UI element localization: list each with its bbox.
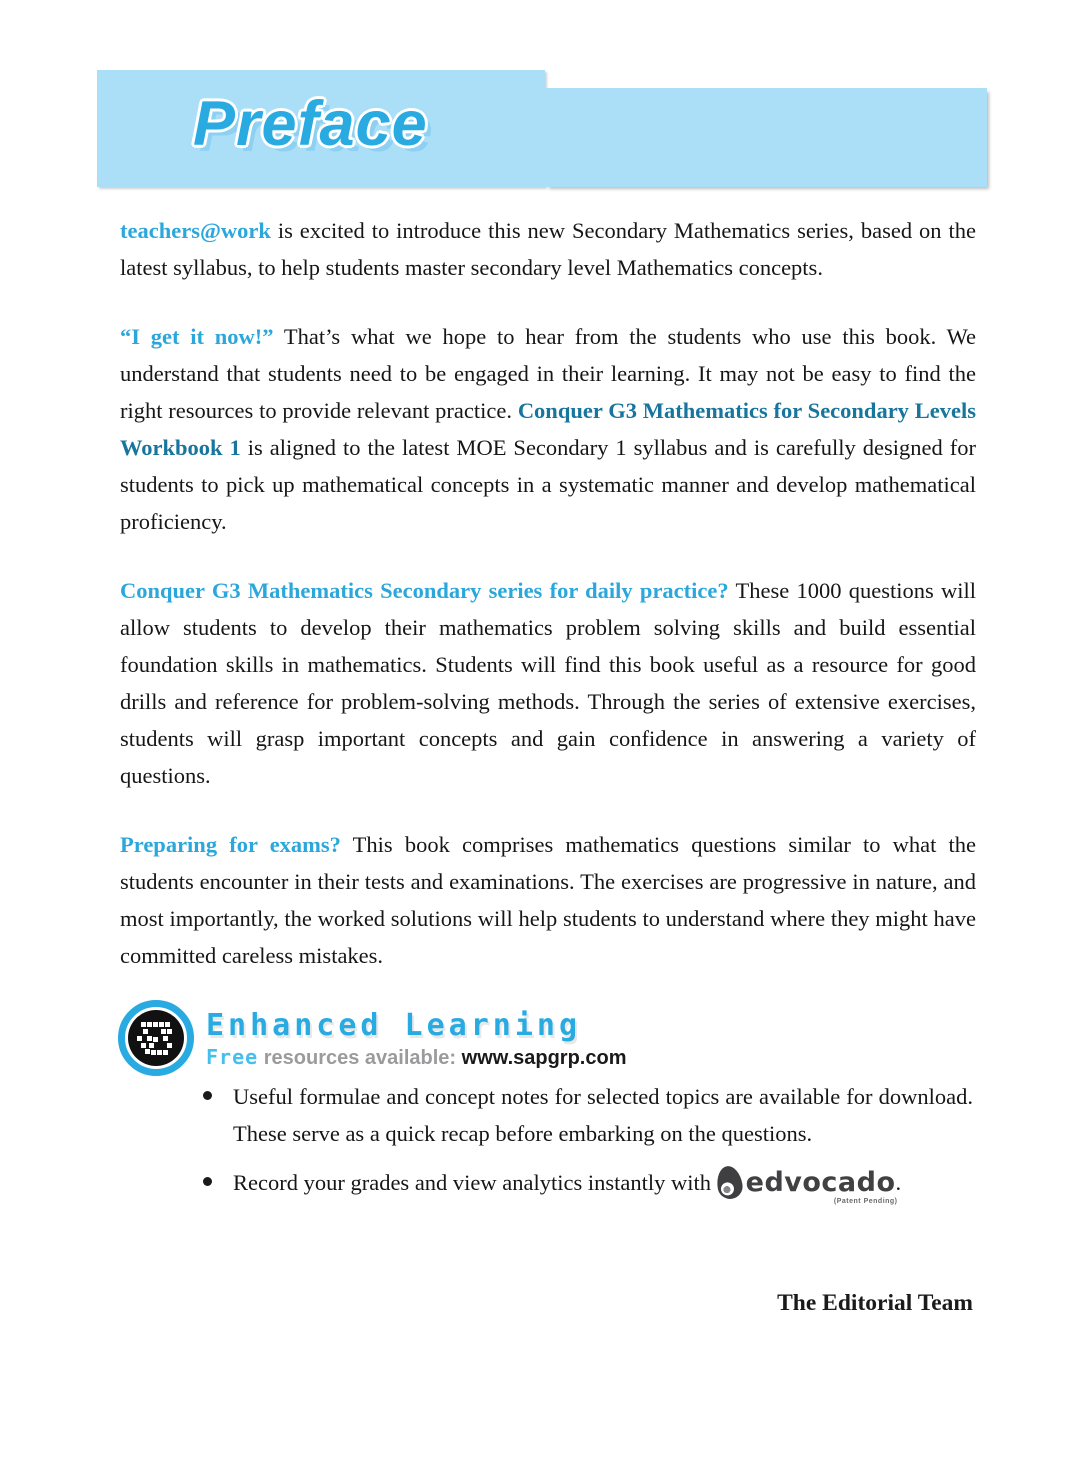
resources-label: resources available:	[263, 1047, 457, 1069]
bullet-dot-icon	[203, 1091, 212, 1100]
paragraph-i-get-it-now	[120, 318, 976, 540]
paragraph-text: That’s what we hope to hear from the students who use this book. We understand that students need to be engaged in their learning. It may not be easy to find the right resources to provide relevant practice.	[120, 324, 977, 423]
paragraph-intro	[120, 212, 976, 286]
enhanced-learning-section	[118, 1000, 626, 1076]
avocado-pit-icon	[720, 1181, 735, 1196]
list-item	[203, 1164, 973, 1205]
highlight-daily-practice: Conquer G3 Mathematics Secondary series for daily practice?	[120, 578, 729, 603]
bullet-text	[233, 1164, 973, 1205]
patent-pending-label: (Patent Pending)	[833, 1198, 898, 1205]
paragraph-text: is excited to introduce this new Secondary Mathematics series, based on the latest syllabus, to help students master secondary level Mathematics concepts.	[120, 218, 976, 280]
resources-url: www.sapgrp.com	[461, 1047, 627, 1069]
preface-body	[120, 212, 976, 1006]
editorial-team-signature: The Editorial Team	[777, 1290, 973, 1316]
free-label: Free	[206, 1045, 259, 1069]
paragraph-text: These 1000 questions will allow students to develop their mathematics problem solving skills and build essential foundation skills in mathematics. Students will find this book useful as a resource for good drills and reference for problem-solving methods. Through the series of extensive exercises, students will grasp important concepts and gain confidence in answering a variety of questions.	[120, 578, 976, 788]
qr-pixels-decoration	[141, 1022, 146, 1027]
enhanced-learning-icon	[118, 1000, 194, 1076]
page-title: Preface	[193, 89, 428, 159]
highlight-book-title: Conquer G3 Mathematics for Secondary Levels Workbook 1	[120, 398, 976, 460]
feature-bullet-list	[203, 1078, 973, 1213]
bullet-text-after: .	[895, 1170, 902, 1195]
paragraph-daily-practice	[120, 572, 976, 794]
list-item	[203, 1078, 973, 1152]
bullet-dot-icon	[203, 1177, 212, 1186]
bullet-text-before: Record your grades and view analytics instantly with	[233, 1170, 717, 1195]
enhanced-learning-subtitle	[206, 1045, 626, 1070]
banner-right-block	[545, 88, 987, 187]
highlight-i-get-it-now: “I get it now!”	[120, 324, 274, 349]
paragraph-text: This book comprises mathematics questions similar to what the students encounter in their tests and examinations. The exercises are progressive in nature, and most importantly, the worked solutions will help students to understand where they might have committed careless mistakes.	[120, 832, 976, 968]
enhanced-learning-title: Enhanced Learning	[206, 1008, 582, 1043]
paragraph-preparing-exams	[120, 826, 976, 974]
bullet-text: Useful formulae and concept notes for selected topics are available for download. These serve as a quick recap before embarking on the questions.	[233, 1084, 973, 1146]
avocado-icon	[714, 1164, 744, 1201]
edvocado-wordmark: edvocado (Patent Pending)	[745, 1167, 898, 1205]
paragraph-text: is aligned to the latest MOE Secondary 1 syllabus and is carefully designed for students to pick up mathematical concepts in a systematic manner and develop mathematical proficiency.	[120, 435, 976, 534]
pixel-qr-icon	[128, 1010, 184, 1066]
enhanced-learning-text	[206, 1000, 626, 1070]
highlight-teachers-at-work: teachers@work	[120, 218, 271, 243]
edvocado-logo	[717, 1166, 898, 1205]
highlight-preparing-exams: Preparing for exams?	[120, 832, 341, 857]
